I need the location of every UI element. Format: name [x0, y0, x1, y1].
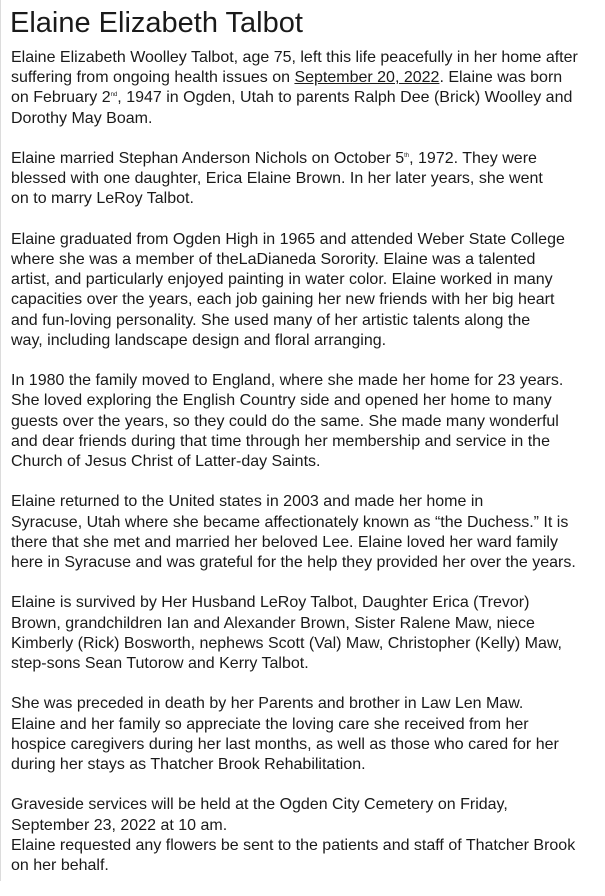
paragraph-intro	[11, 48, 605, 129]
text-line: Kimberly (Rick) Bosworth, nephews Scott (Val) Maw, Christopher (Kelly) Maw,	[11, 634, 562, 652]
text-line: Dorothy May Boam.	[11, 109, 153, 127]
text-fragment: , 1947 in Ogden, Utah to parents Ralph Dee (Brick) Woolley and	[117, 89, 573, 107]
text-line: Church of Jesus Christ of Latter-day Saints.	[11, 453, 321, 471]
text-line: guests over the years, so they could do the same. She made many wonderful	[11, 412, 559, 430]
text-line: Syracuse, Utah where she became affectionately known as “the Duchess.” It is	[11, 513, 569, 531]
text-line: during her stays as Thatcher Brook Rehabilitation.	[11, 756, 366, 774]
paragraph-preceded	[11, 694, 605, 775]
ordinal-suffix: th	[404, 153, 410, 159]
text-line: step-sons Sean Tutorow and Kerry Talbot.	[11, 655, 309, 673]
text-line: blessed with one daughter, Erica Elaine Brown. In her later years, she went	[11, 170, 543, 188]
date-of-passing-link[interactable]: September 20, 2022	[294, 69, 440, 87]
paragraph-syracuse	[11, 492, 605, 573]
paragraph-survivors	[11, 593, 605, 674]
text-line: She was preceded in death by her Parents and brother in Law Len Maw.	[11, 695, 524, 713]
text-line: on her behalf.	[11, 857, 109, 875]
obituary-body	[11, 48, 605, 896]
ordinal-suffix: nd	[110, 92, 118, 99]
text-line: here in Syracuse and was grateful for the help they provided her over the years.	[11, 554, 576, 572]
text-line: Elaine Elizabeth Woolley Talbot, age 75, left this life peacefully in her home after	[11, 49, 578, 66]
text-line: there that she met and married her beloved Lee. Elaine loved her ward family	[11, 533, 558, 551]
text-line: Elaine graduated from Ogden High in 1965 and attended Weber State College	[11, 230, 565, 248]
paragraph-education	[11, 230, 605, 351]
text-line: Elaine and her family so appreciate the loving care she received from her	[11, 715, 529, 733]
text-line: September 23, 2022 at 10 am.	[11, 816, 228, 834]
text-line: Elaine is survived by Her Husband LeRoy Talbot, Daughter Erica (Trevor)	[11, 594, 530, 612]
text-fragment: , 1972. They were	[409, 150, 537, 167]
page-title: Elaine Elizabeth Talbot	[10, 7, 303, 39]
text-line: Elaine returned to the United states in 2003 and made her home in	[11, 493, 484, 511]
paragraph-services	[11, 795, 605, 876]
text-line	[11, 149, 605, 169]
text-line: way, including landscape design and floral arranging.	[11, 331, 387, 349]
text-line	[11, 68, 605, 88]
text-line: Brown, grandchildren Ian and Alexander Brown, Sister Ralene Maw, niece	[11, 614, 535, 632]
text-fragment: . Elaine was born	[439, 69, 563, 87]
text-line: artist, and particularly enjoyed painting in water color. Elaine worked in many	[11, 271, 553, 289]
text-line: and fun-loving personality. She used many of her artistic talents along the	[11, 311, 531, 329]
text-fragment: Elaine married Stephan Anderson Nichols on October 5	[11, 150, 405, 167]
text-line: capacities over the years, each job gaining her new friends with her big heart	[11, 291, 555, 309]
text-line: hospice caregivers during her last months, as well as those who cared for her	[11, 735, 559, 753]
text-line: Elaine requested any flowers be sent to the patients and staff of Thatcher Brook	[11, 836, 576, 854]
paragraph-england	[11, 371, 605, 472]
text-fragment: suffering from ongoing health issues on	[11, 69, 295, 87]
text-line: where she was a member of theLaDianeda Sorority. Elaine was a talented	[11, 251, 536, 268]
text-line: and dear friends during that time through her membership and service in the	[11, 432, 550, 450]
text-line	[11, 88, 605, 108]
text-line: on to marry LeRoy Talbot.	[11, 190, 194, 208]
text-line: She loved exploring the English Country side and opened her home to many	[11, 392, 552, 410]
paragraph-marriage	[11, 149, 605, 210]
text-line: Graveside services will be held at the Ogden City Cemetery on Friday,	[11, 796, 508, 814]
text-line: In 1980 the family moved to England, where she made her home for 23 years.	[11, 372, 564, 390]
text-fragment: on February 2	[11, 89, 111, 107]
